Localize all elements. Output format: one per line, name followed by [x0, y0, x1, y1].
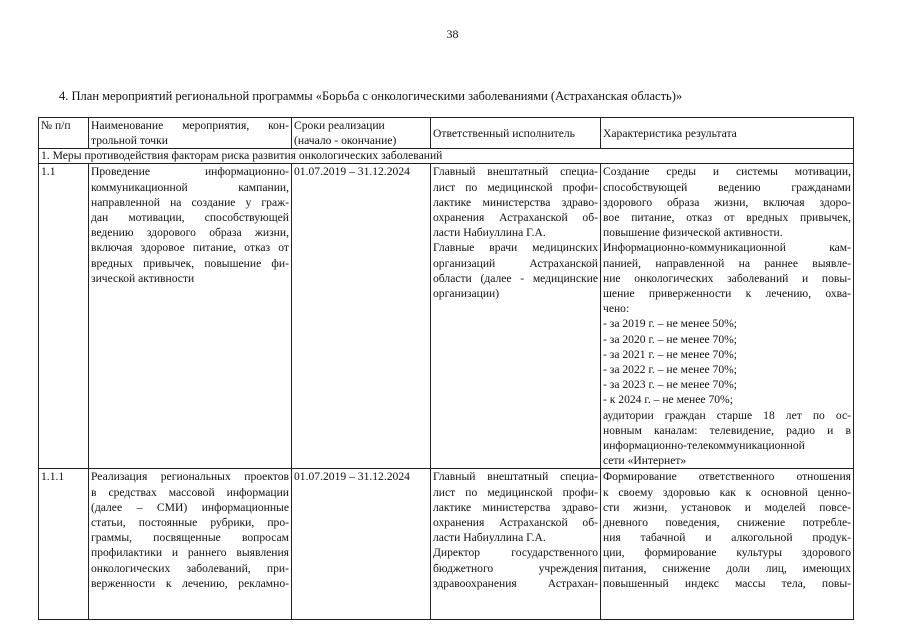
- table-row: [39, 164, 854, 469]
- page-number: 38: [446, 27, 459, 41]
- row-name: Проведение информационно- коммуникационной кампании, направленной на создание у граж- дан мотивации, способствующей ведению здорового образа жизни, включая здоровое питание, отказ от вредных привычек, повышение фи- зической активности: [89, 164, 292, 469]
- row-characteristic: Создание среды и системы мотивации, способствующей ведению гражданами здорового образа жизни, включая здоро- вое питание, отказ от вредных привычек, повышение физической активности. Информационно-коммуникационной кам- панией, направленной на раннее выявле- ние онкологических заболеваний и повы- шение приверженности к лечению, охва- чено: - за 2019 г. – не менее 50%; - за 2020 г. – не менее 70%; - за 2021 г. – не менее 70%; - за 2022 г. – не менее 70%; - за 2023 г. – не менее 70%; - к 2024 г. – не менее 70%; аудитории граждан старше 18 лет по ос- новным каналам: телевидение, радио и в информационно-телекоммуникационной сети «Интернет»: [601, 164, 854, 469]
- header-name: Наименование мероприятия, кон- трольной точки: [89, 118, 292, 149]
- plan-table: [38, 117, 854, 620]
- row-name: Реализация региональных проектов в средствах массовой информации (далее – СМИ) информационные статьи, постоянные рубрики, про- граммы, посвященные вопросам профилактики и раннего выявления онкологических заболеваний, при- верженности к лечению, рекламно-: [89, 469, 292, 620]
- row-responsible: Главный внештатный специа- лист по медицинской профи- лактике министерства здраво- охранения Астраханской об- ласти Набиуллина Г.А. Директор государственного бюджетного учреждения здравоохранения Астрахан-: [431, 469, 601, 620]
- row-characteristic: Формирование ответственного отношения к своему здоровью как к основной ценно- сти жизни, установок и моделей повсе- дневного поведения, снижение потребле- ния табачной и алкогольной продук- ции, формирование культуры здорового питания, снижение доли лиц, имеющих повышенный индекс массы тела, повы-: [601, 469, 854, 620]
- table-header-row: [39, 118, 854, 149]
- table-row: [39, 469, 854, 620]
- header-term: Сроки реализации (начало - окончание): [292, 118, 431, 149]
- section-row: [39, 149, 854, 164]
- header-characteristic: Характеристика результата: [601, 118, 854, 149]
- header-num: № п/п: [39, 118, 89, 149]
- header-responsible: Ответственный исполнитель: [431, 118, 601, 149]
- row-responsible: Главный внештатный специа- лист по медицинской профи- лактике министерства здраво- охранения Астраханской об- ласти Набиуллина Г.А. Главные врачи медицинских организаций Астраханской области (далее - медицинские организации): [431, 164, 601, 469]
- row-term: 01.07.2019 – 31.12.2024: [292, 469, 431, 620]
- section-row-label: 1. Меры противодействия факторам риска развития онкологических заболеваний: [39, 149, 854, 164]
- row-term: 01.07.2019 – 31.12.2024: [292, 164, 431, 469]
- row-num: 1.1: [39, 164, 89, 469]
- row-num: 1.1.1: [39, 469, 89, 620]
- section-title: 4. План мероприятий региональной программы «Борьба с онкологическими заболеваниями (Астраханская область)»: [59, 89, 683, 103]
